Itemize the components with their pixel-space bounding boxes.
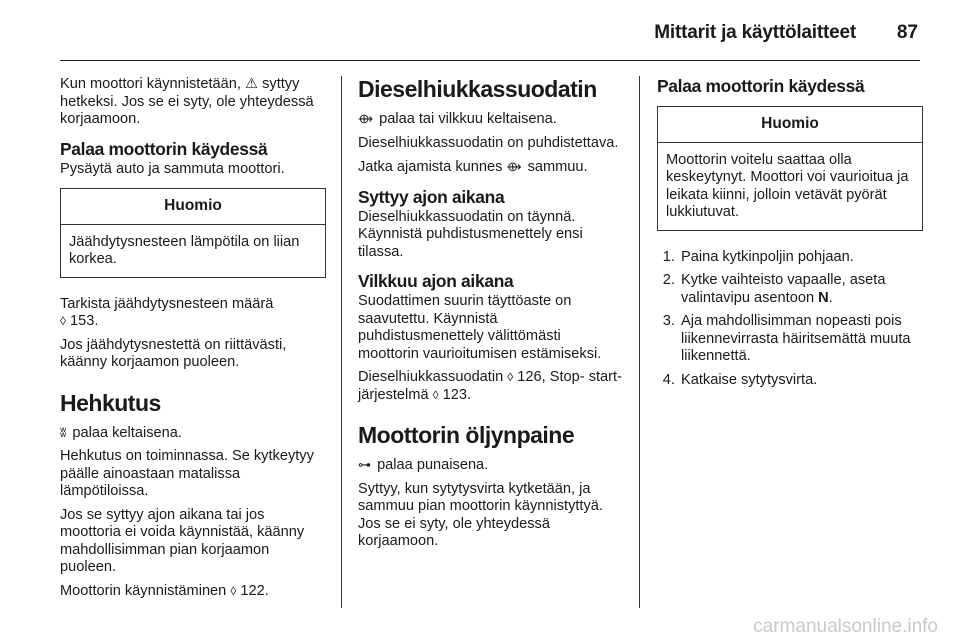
heading-particle-filter: Dieselhiukkassuodatin: [358, 76, 597, 102]
start-reference: Moottorin käynnistäminen ◊ 122.: [60, 582, 269, 599]
flash-text: Suodattimen suurin täyttöaste on saavutettu. Käynnistä puhdistusmenettely välittömästi moottorin vaurioitumisen estämiseksi.: [358, 293, 602, 362]
glow-flash: Jos se syttyy ajon aikana tai jos moottoria ei voida käynnistää, käänny mahdollisimman pian korjaamon puoleen.: [60, 506, 305, 575]
page-header: [60, 14, 920, 61]
lit-text: Dieselhiukkassuodatin on täynnä. Käynnistä puhdistusmenettely ensi tilassa.: [358, 208, 583, 260]
glow-plug-icon: ʬ: [60, 424, 67, 440]
oil-status: ⊶ palaa punaisena.: [358, 457, 489, 473]
heading-running: Palaa moottorin käydessä: [657, 76, 865, 96]
oil-text: Syttyy, kun sytytysvirta kytketään, ja sammuu pian moottorin käynnistyttyä. Jos se ei syty, ole yhteydessä korjaamoon.: [358, 480, 603, 549]
reference-icon: ◊: [432, 387, 439, 402]
heading-running: Palaa moottorin käydessä: [60, 138, 268, 159]
note-text: Jäähdytysnesteen lämpötila on liian korkea.: [69, 233, 300, 267]
enough-coolant: Jos jäähdytysnestettä on riittävästi, käänny korjaamon puoleen.: [60, 336, 287, 370]
list-item: 2. Kytke vaihteisto vapaalle, aseta valintavipu asentoon N.: [679, 272, 923, 307]
heading-flashing-while-driving: Vilkkuu ajon aikana: [358, 271, 514, 291]
filter-clean: Dieselhiukkassuodatin on puhdistettava.: [358, 134, 619, 151]
chapter-title: Mittarit ja käyttölaitteet: [654, 22, 856, 43]
reference-icon: ◊: [230, 583, 237, 598]
filter-status: ⟴ palaa tai vilkkuu keltaisena.: [358, 111, 557, 127]
glow-status: ʬ palaa keltaisena.: [60, 424, 182, 441]
column-divider: [341, 76, 342, 608]
column-2: [358, 76, 624, 557]
note-heading: Huomio: [61, 189, 325, 225]
column-1: [60, 76, 326, 606]
coolant-intro: Kun moottori käynnistetään, ⚠ syttyy hetkeksi. Jos se ei syty, ole yhteydessä korjaamoon.: [60, 76, 314, 127]
list-item: 1. Paina kytkinpoljin pohjaan.: [679, 249, 923, 267]
page-number: 87: [896, 22, 918, 43]
heading-lit-while-driving: Syttyy ajon aikana: [358, 186, 505, 207]
heading-glow: Hehkutus: [60, 389, 161, 416]
particle-filter-icon: ⟴: [358, 111, 374, 126]
reference-icon: ◊: [60, 314, 66, 328]
running-text: Pysäytä auto ja sammuta moottori.: [60, 160, 285, 177]
watermark: carmanualsonline.info: [753, 616, 938, 637]
note-box: [60, 188, 326, 278]
column-divider: [639, 76, 640, 608]
check-coolant: Tarkista jäähdytysnesteen määrä ◊ 153.: [60, 295, 274, 329]
list-item: 4. Katkaise sytytysvirta.: [679, 372, 923, 390]
reference-icon: ◊: [507, 370, 514, 384]
procedure-list: [657, 249, 923, 390]
glow-text: Hehkutus on toiminnassa. Se kytkeytyy päälle ainoastaan matalissa lämpötiloissa.: [60, 448, 314, 499]
filter-references: Dieselhiukkassuodatin ◊ 126, Stop- start-järjestelmä ◊ 123.: [358, 369, 622, 403]
column-3: [657, 76, 923, 395]
note-text: Moottorin voitelu saattaa olla keskeytynyt. Moottori voi vaurioitua ja leikata kiinni, jolloin vetävät pyörät lukkiutuvat.: [666, 151, 909, 220]
filter-continue: Jatka ajamista kunnes ⟴ sammuu.: [358, 159, 588, 175]
heading-oil-pressure: Moottorin öljynpaine: [358, 422, 575, 448]
note-heading: Huomio: [658, 107, 922, 143]
list-item: 3. Aja mahdollisimman nopeasti pois liikennevirrasta häiritsemättä muuta liikennettä.: [679, 313, 923, 366]
particle-filter-icon: ⟴: [506, 159, 522, 174]
note-box: [657, 106, 923, 231]
oil-can-icon: ⊶: [358, 457, 371, 472]
